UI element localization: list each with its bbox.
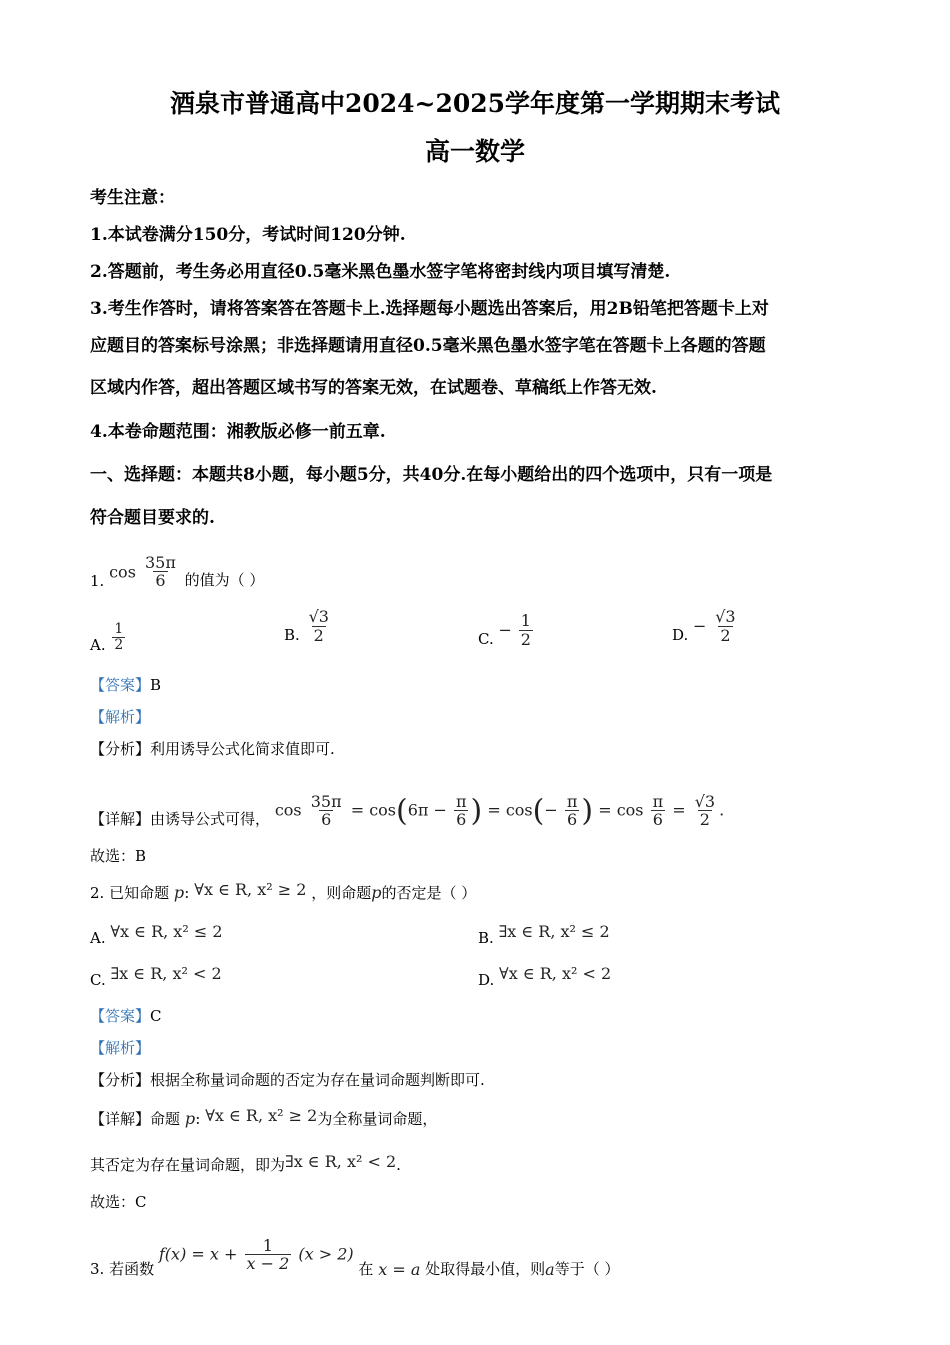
q1-analysis-tag: 【分析】 — [90, 740, 151, 758]
q2-option-c-label: C. — [90, 971, 106, 989]
q2-choose — [90, 1191, 147, 1212]
eq-frac-3-num: π — [566, 791, 578, 811]
q3-function — [159, 1237, 354, 1279]
q2-answer — [90, 1005, 162, 1026]
q1-detail-tag: 【详解】 — [90, 810, 151, 828]
q3-condition: (x > 2) — [298, 1244, 354, 1264]
q2-analysis-tag: 【分析】 — [90, 1071, 151, 1089]
eq-minus: − — [544, 800, 558, 820]
q1-option-d-num: √3 — [715, 607, 736, 626]
q1-detail-equation — [275, 793, 724, 829]
question-1-number: 1. — [90, 572, 105, 590]
q2-proposition: ∀x ∈ R, x² ≥ 2 — [194, 880, 307, 899]
q1-choose — [90, 845, 146, 866]
section-1-heading-line-1: 一、选择题：本题共8小题，每小题5分，共40分.在每小题给出的四个选项中，只有一项是 — [90, 465, 773, 485]
q2-choose-value: C — [135, 1193, 147, 1211]
exam-subject: 高一数学 — [424, 137, 525, 166]
q2-option-d-label: D. — [478, 971, 495, 989]
eq-frac-1-den: 6 — [321, 810, 332, 830]
q2-negation-proposition: ∃x ∈ R, x² < 2 — [285, 1152, 397, 1171]
q2-detail-p: p — [184, 1109, 196, 1128]
eq-frac-4-num: π — [652, 791, 664, 811]
notice-item-3-line-3: 区域内作答，超出答题区域书写的答案无效，在试题卷、草稿纸上作答无效. — [90, 378, 657, 398]
eq-lparen-1: ( — [396, 793, 408, 829]
q3-a: a — [545, 1260, 555, 1279]
eq-rparen-2: ) — [581, 793, 594, 829]
eq-frac-5-num: √3 — [694, 791, 716, 811]
q1-option-c-den: 2 — [520, 629, 531, 649]
q2-negation — [90, 1152, 401, 1175]
q1-answer — [90, 674, 161, 695]
q1-answer-tag: 【答案】 — [90, 676, 151, 694]
q2-analysis-text: 根据全称量词命题的否定为存在量词命题判断即可. — [150, 1071, 485, 1089]
q1-choose-tag: 故选： — [90, 847, 136, 865]
q1-option-d-value — [713, 608, 737, 644]
q1-fraction-numerator: 35π — [145, 552, 176, 572]
q1-fraction — [143, 554, 178, 590]
q1-option-c-num: 1 — [520, 611, 531, 630]
notice-heading: 考生注意： — [90, 188, 175, 208]
q2-stem-tail: 的否定是（ ） — [381, 884, 477, 902]
q1-option-b-den: 2 — [313, 625, 324, 645]
notice-item-1: 1.本试卷满分150分，考试时间120分钟. — [90, 225, 406, 245]
q2-analysis-heading: 【解析】 — [90, 1039, 151, 1057]
q3-stem-mid: 在 — [358, 1260, 374, 1278]
q3-stem-mid-2: 处取得最小值，则 — [425, 1260, 546, 1278]
q2-option-c-text: ∃x ∈ R, x² < 2 — [110, 964, 222, 983]
q2-choose-tag: 故选： — [90, 1193, 136, 1211]
eq-six-pi: 6π − — [407, 800, 447, 820]
eq-cos-3: cos — [505, 800, 533, 820]
eq-frac-3-den: 6 — [567, 810, 578, 830]
q2-stem-mid: ，则命题 — [311, 884, 372, 902]
q1-option-d-den: 2 — [720, 625, 731, 645]
q1-option-c-sign: − — [498, 620, 512, 640]
eq-equals-2: = — [487, 800, 501, 820]
q2-detail-pre: 命题 — [150, 1110, 181, 1128]
q1-option-a-label: A. — [90, 635, 106, 654]
q3-fraction-den: x − 2 — [246, 1254, 290, 1274]
q1-option-a — [90, 622, 127, 654]
q2-negation-pre: 其否定为存在量词命题，即为 — [90, 1156, 286, 1174]
q2-option-d — [478, 964, 611, 989]
notice-item-2: 2.答题前，考生务必用直径0.5毫米黑色墨水签字笔将密封线内项目填写清楚. — [90, 262, 671, 282]
eq-equals-1: = — [350, 800, 365, 820]
q1-answer-value: B — [150, 676, 162, 694]
q2-detail-proposition: ∀x ∈ R, x² ≥ 2 — [205, 1106, 318, 1125]
q2-answer-tag: 【答案】 — [90, 1007, 151, 1025]
eq-cos-1: cos — [274, 800, 302, 820]
eq-end: . — [719, 800, 725, 820]
q2-detail-tag: 【详解】 — [90, 1110, 151, 1128]
q2-option-a-label: A. — [90, 929, 106, 947]
q2-detail-colon: : — [195, 1109, 201, 1128]
eq-lparen-2: ( — [532, 793, 545, 829]
eq-rparen-1: ) — [470, 793, 483, 829]
q1-cos: cos — [109, 562, 136, 582]
notice-item-4: 4.本卷命题范围：湘教版必修一前五章. — [90, 422, 386, 442]
q1-detail — [90, 772, 724, 829]
q1-option-d-label: D. — [672, 626, 689, 645]
q1-choose-value: B — [135, 847, 147, 865]
question-1-stem — [90, 540, 264, 590]
eq-frac-2-den: 6 — [456, 810, 467, 830]
eq-frac-4-den: 6 — [652, 810, 663, 830]
q1-option-a-num: 1 — [114, 621, 124, 637]
q1-option-b — [284, 608, 333, 644]
q1-fraction-denominator: 6 — [155, 571, 166, 591]
q2-option-b-label: B. — [478, 929, 494, 947]
q2-option-a-text: ∀x ∈ R, x² ≤ 2 — [110, 922, 223, 941]
eq-frac-1-num: 35π — [310, 791, 342, 811]
q2-answer-value: C — [150, 1007, 162, 1025]
q2-negation-end: . — [396, 1156, 401, 1174]
q2-p: p — [173, 883, 185, 902]
eq-equals-4: = — [672, 800, 686, 820]
question-1-stem-tail: 的值为（ ） — [184, 571, 265, 589]
q3-fraction-num: 1 — [262, 1235, 273, 1255]
eq-cos-4: cos — [616, 800, 644, 820]
q2-detail — [90, 1106, 437, 1129]
eq-cos-2: cos — [369, 800, 396, 820]
q3-stem-pre: 3. 若函数 — [90, 1260, 155, 1278]
q2-colon: : — [184, 883, 190, 902]
q1-analysis-heading: 【解析】 — [90, 708, 151, 726]
exam-title: 酒泉市普通高中2024~2025学年度第一学期期末考试 — [169, 89, 781, 118]
q1-option-c-value — [519, 612, 533, 648]
notice-item-3-line-1: 3.考生作答时，请将答案答在答题卡上.选择题每小题选出答案后，用2B铅笔把答题卡上对 — [90, 299, 769, 319]
eq-equals-3: = — [598, 800, 612, 820]
q2-option-d-text: ∀x ∈ R, x² < 2 — [499, 964, 612, 983]
q1-option-c — [478, 612, 535, 648]
q1-option-b-label: B. — [284, 626, 300, 645]
q1-option-d-sign: − — [693, 616, 707, 636]
q1-option-d — [672, 608, 740, 644]
q1-option-b-value — [307, 608, 331, 644]
q1-detail-text: 由诱导公式可得， — [150, 810, 271, 828]
q3-stem-tail: 等于（ ） — [554, 1260, 620, 1278]
q2-option-c — [90, 964, 222, 989]
q1-option-a-value — [112, 622, 125, 654]
q2-stem-pre: 2. 已知命题 — [90, 884, 170, 902]
q1-analysis-text: 利用诱导公式化简求值即可. — [150, 740, 335, 758]
q2-detail-tail: 为全称量词命题， — [317, 1110, 438, 1128]
q1-option-c-label: C. — [478, 630, 494, 649]
eq-frac-2-num: π — [456, 791, 467, 811]
q1-option-b-num: √3 — [308, 607, 329, 626]
q1-option-a-den: 2 — [114, 637, 124, 654]
q2-p-2: p — [371, 883, 382, 902]
q3-x-equals-a: x = a — [378, 1260, 421, 1279]
question-1-expression — [109, 554, 180, 590]
q2-option-a — [90, 922, 223, 947]
question-2-stem — [90, 880, 476, 903]
eq-frac-5-den: 2 — [699, 810, 710, 830]
section-1-heading-line-2: 符合题目要求的. — [90, 508, 215, 528]
q2-option-b — [478, 922, 610, 947]
question-3-stem — [90, 1222, 619, 1279]
q2-analysis — [90, 1069, 485, 1090]
q1-analysis — [90, 738, 335, 759]
q3-function-lhs: f(x) = x + — [158, 1244, 238, 1264]
q2-option-b-text: ∃x ∈ R, x² ≤ 2 — [498, 922, 610, 941]
notice-item-3-line-2: 应题目的答案标号涂黑；非选择题请用直径0.5毫米黑色墨水签字笔在答题卡上各题的答题 — [90, 336, 766, 356]
